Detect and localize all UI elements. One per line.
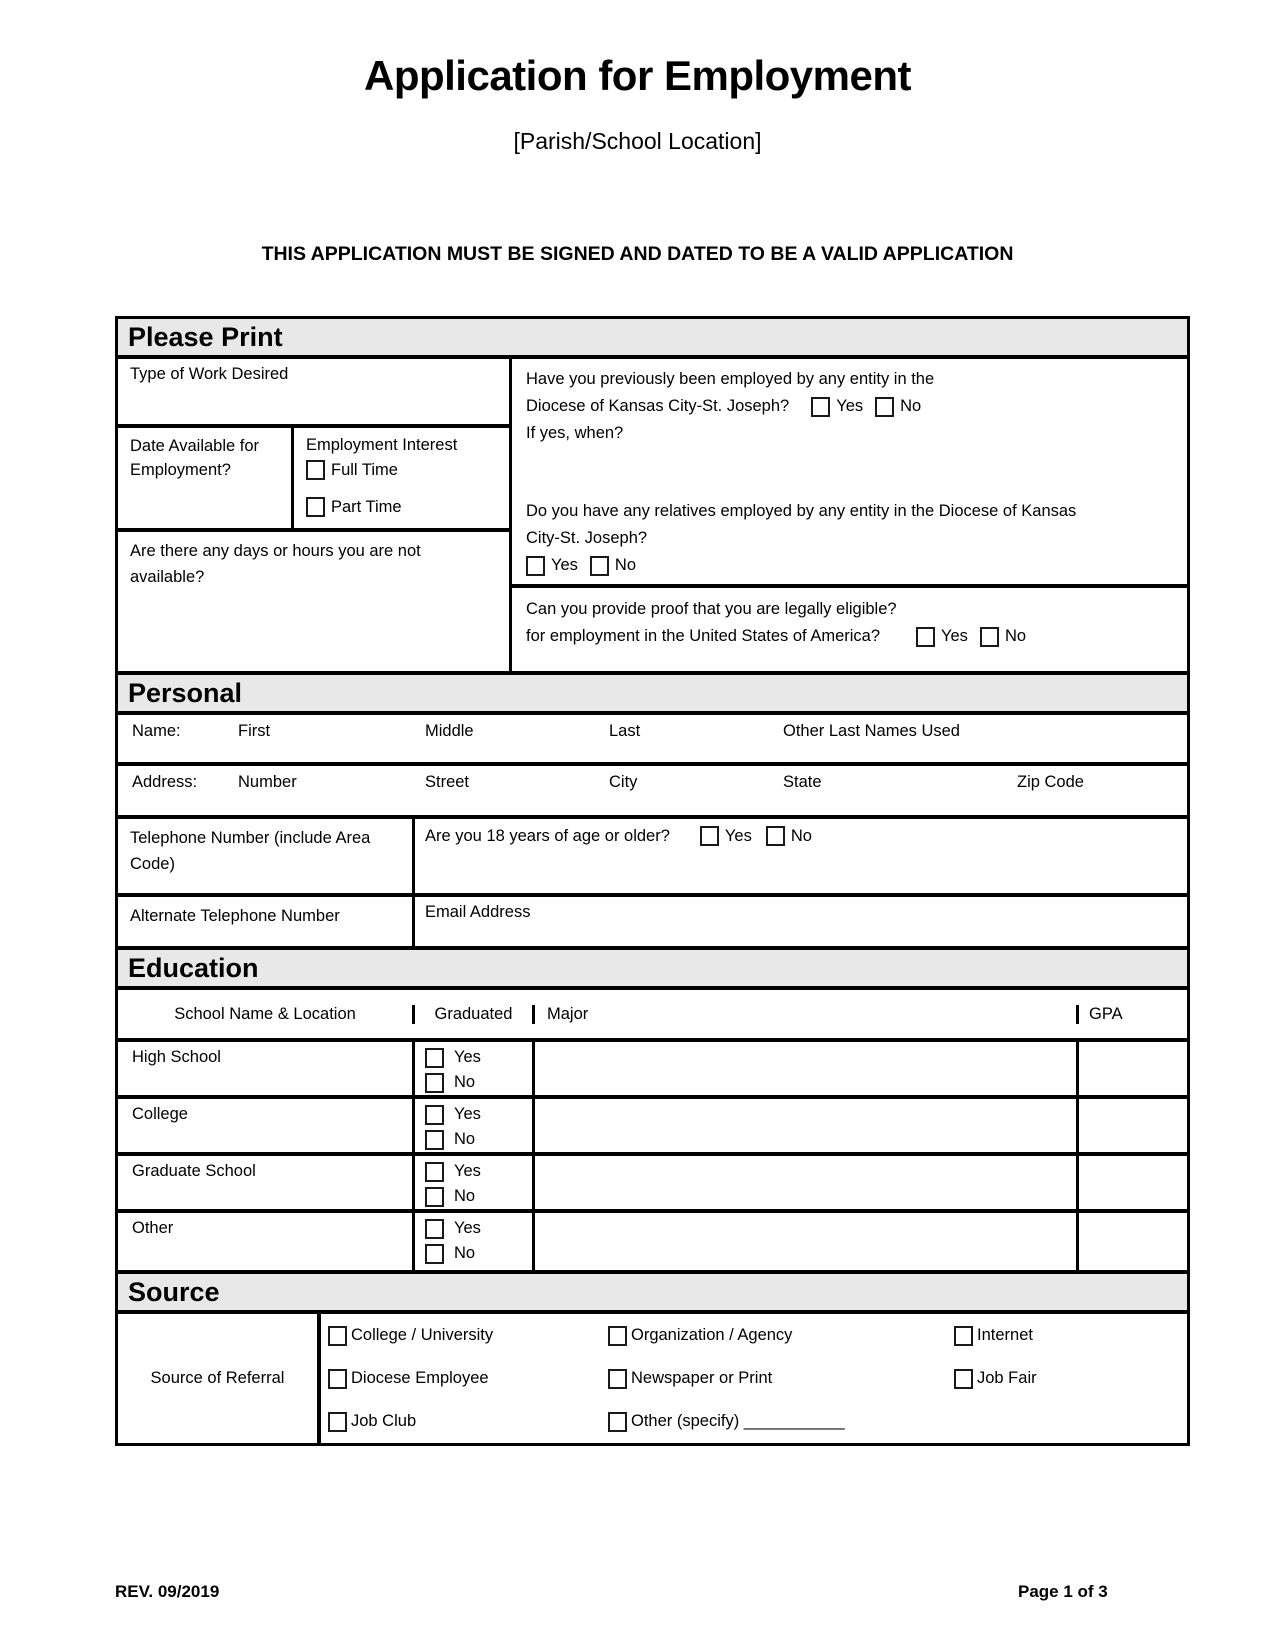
source-options-grid [321,1314,1187,1443]
source-diocese-employee-label: Diocese Employee [351,1369,489,1387]
grad-school-graduated-yes-checkbox[interactable] [425,1162,444,1182]
school-level-label: High School [118,1042,415,1095]
education-col-gpa: GPA [1089,1004,1123,1023]
hs-graduated-no-label: No [454,1073,476,1091]
other-gpa-cell [1079,1213,1187,1270]
age-yes-label: Yes [724,826,752,845]
personal-header: Personal [118,671,1187,715]
source-job-club-label: Job Club [351,1412,417,1430]
source-job-club-checkbox[interactable] [328,1412,347,1432]
school-level-label: College [118,1099,415,1152]
source-option-job-club [328,1412,608,1432]
source-college-checkbox[interactable] [328,1326,347,1346]
source-of-referral-label: Source of Referral [118,1314,321,1443]
employment-interest-label: Employment Interest [306,436,458,454]
age-no-label: No [790,826,812,845]
previously-employed-line2: Diocese of Kansas City-St. Joseph? [526,397,790,415]
alt-telephone-row [118,897,1187,946]
type-of-work-cell [118,359,509,428]
age-yes-checkbox[interactable] [700,826,719,846]
source-header: Source [118,1270,1187,1314]
date-available-label: Date Available for Employment? [130,437,260,479]
days-hours-label: Are there any days or hours you are not available? [130,542,421,586]
other-graduated-no-label: No [454,1244,476,1262]
education-row-high-school [118,1042,1187,1099]
email-cell [415,897,1187,946]
source-college-label: College / University [351,1326,494,1344]
education-col-school: School Name & Location [118,1005,415,1024]
other-graduated-no-checkbox[interactable] [425,1244,444,1264]
name-label: Name: [132,722,181,740]
previously-employed-line1: Have you previously been employed by any entity in the [526,370,935,388]
previously-employed-line2-row [526,393,1177,420]
source-other-label: Other (specify) ___________ [631,1412,845,1430]
address-row [118,766,1187,819]
relatives-no-checkbox[interactable] [590,556,609,576]
relatives-no-label: No [614,556,637,574]
source-job-fair-label: Job Fair [977,1369,1037,1387]
age-question-label: Are you 18 years of age or older? [425,826,670,845]
name-last-label: Last [609,722,641,740]
address-city-label: City [609,773,638,791]
please-print-right-column [512,359,1187,671]
address-zip-label: Zip Code [1017,773,1084,791]
source-organization-checkbox[interactable] [608,1326,627,1346]
previously-employed-yes-checkbox[interactable] [811,397,830,417]
source-diocese-employee-checkbox[interactable] [328,1369,347,1389]
hs-graduated-yes-checkbox[interactable] [425,1048,444,1068]
other-graduated-yes-label: Yes [454,1219,481,1237]
name-other-label: Other Last Names Used [783,722,960,740]
date-available-cell [118,428,294,528]
graduated-cell [415,1213,535,1270]
hs-graduated-yes-label: Yes [454,1048,481,1066]
grad-school-graduated-yes-label: Yes [454,1162,481,1180]
page-title: Application for Employment [363,52,912,99]
revision-label: REV. 09/2019 [115,1582,220,1601]
age-no-checkbox[interactable] [766,826,785,846]
college-graduated-yes-checkbox[interactable] [425,1105,444,1125]
previously-employed-no-label: No [900,397,922,415]
if-yes-when-label: If yes, when? [526,424,624,442]
school-level-label: Other [118,1213,415,1270]
please-print-header: Please Print [118,319,1187,359]
please-print-section [118,359,1187,671]
previous-employment-cell [512,359,1187,588]
grad-school-gpa-cell [1079,1156,1187,1209]
eligible-line2-row [526,623,1177,650]
previously-employed-no-checkbox[interactable] [875,397,894,417]
school-level-label: Graduate School [118,1156,415,1209]
eligible-yes-label: Yes [941,627,968,645]
part-time-checkbox[interactable] [306,497,325,517]
hs-gpa-cell [1079,1042,1187,1095]
alt-telephone-cell [118,897,415,946]
education-header: Education [118,946,1187,990]
college-gpa-cell [1079,1099,1187,1152]
name-row [118,715,1187,766]
education-col-graduated: Graduated [415,1005,535,1024]
other-major-cell [535,1213,1079,1270]
grad-school-graduated-no-checkbox[interactable] [425,1187,444,1207]
source-option-college [328,1326,608,1346]
source-newspaper-checkbox[interactable] [608,1369,627,1389]
education-row-other [118,1213,1187,1270]
source-option-newspaper [608,1369,954,1389]
previously-employed-yes-label: Yes [836,397,864,415]
address-street-label: Street [425,773,470,791]
page-number-label: Page 1 of 3 [1018,1582,1108,1601]
source-other-checkbox[interactable] [608,1412,627,1432]
graduated-cell [415,1099,535,1152]
source-option-internet [954,1326,1187,1346]
education-row-college [118,1099,1187,1156]
telephone-label: Telephone Number (include Area Code) [130,829,371,873]
eligibility-cell [512,588,1187,671]
telephone-row [118,819,1187,897]
education-columns-row [118,990,1187,1042]
full-time-label: Full Time [331,461,398,479]
part-time-option [306,496,509,518]
full-time-checkbox[interactable] [306,460,325,480]
full-time-option [306,459,509,481]
source-option-job-fair [954,1369,1187,1389]
source-internet-checkbox[interactable] [954,1326,973,1346]
graduated-cell [415,1042,535,1095]
name-first-label: First [238,722,271,740]
days-hours-cell [118,532,509,671]
type-of-work-label: Type of Work Desired [130,365,289,383]
eligible-line1: Can you provide proof that you are legally eligible? [526,600,897,618]
address-number-label: Number [238,773,297,791]
email-label: Email Address [425,903,531,921]
college-major-cell [535,1099,1079,1152]
grad-school-graduated-no-label: No [454,1187,476,1205]
education-col-major: Major [535,1005,1079,1024]
name-middle-label: Middle [425,722,474,740]
college-graduated-no-label: No [454,1130,476,1148]
application-form-table [115,316,1190,1446]
employment-interest-cell [294,428,509,528]
age-question-cell [415,819,1187,893]
education-row-graduate-school [118,1156,1187,1213]
alt-telephone-label: Alternate Telephone Number [130,907,340,925]
eligible-no-label: No [1004,627,1027,645]
college-graduated-yes-label: Yes [454,1105,481,1123]
relatives-line2: City-St. Joseph? [526,529,648,547]
other-graduated-yes-checkbox[interactable] [425,1219,444,1239]
address-state-label: State [783,773,822,791]
source-job-fair-checkbox[interactable] [954,1369,973,1389]
signature-notice: THIS APPLICATION MUST BE SIGNED AND DATED TO BE A VALID APPLICATION [261,243,1014,265]
college-graduated-no-checkbox[interactable] [425,1130,444,1150]
relatives-line1: Do you have any relatives employed by any entity in the Diocese of Kansas [526,502,1077,520]
part-time-label: Part Time [331,498,402,516]
location-placeholder: [Parish/School Location] [513,128,762,154]
source-section [118,1314,1187,1443]
hs-major-cell [535,1042,1079,1095]
relatives-yes-checkbox[interactable] [526,556,545,576]
eligible-line2: for employment in the United States of America? [526,627,881,645]
address-label: Address: [132,773,198,791]
source-option-diocese-employee [328,1369,608,1389]
source-option-other [608,1412,1187,1432]
hs-graduated-no-checkbox[interactable] [425,1073,444,1093]
source-newspaper-label: Newspaper or Print [631,1369,773,1387]
source-organization-label: Organization / Agency [631,1326,793,1344]
telephone-cell [118,819,415,893]
availability-interest-row [118,428,509,532]
eligible-no-checkbox[interactable] [980,627,999,647]
eligible-yes-checkbox[interactable] [916,627,935,647]
grad-school-major-cell [535,1156,1079,1209]
relatives-yes-label: Yes [551,556,578,574]
relatives-answer-row [526,552,1177,579]
source-internet-label: Internet [977,1326,1033,1344]
please-print-left-column [118,359,512,671]
graduated-cell [415,1156,535,1209]
source-option-organization [608,1326,954,1346]
